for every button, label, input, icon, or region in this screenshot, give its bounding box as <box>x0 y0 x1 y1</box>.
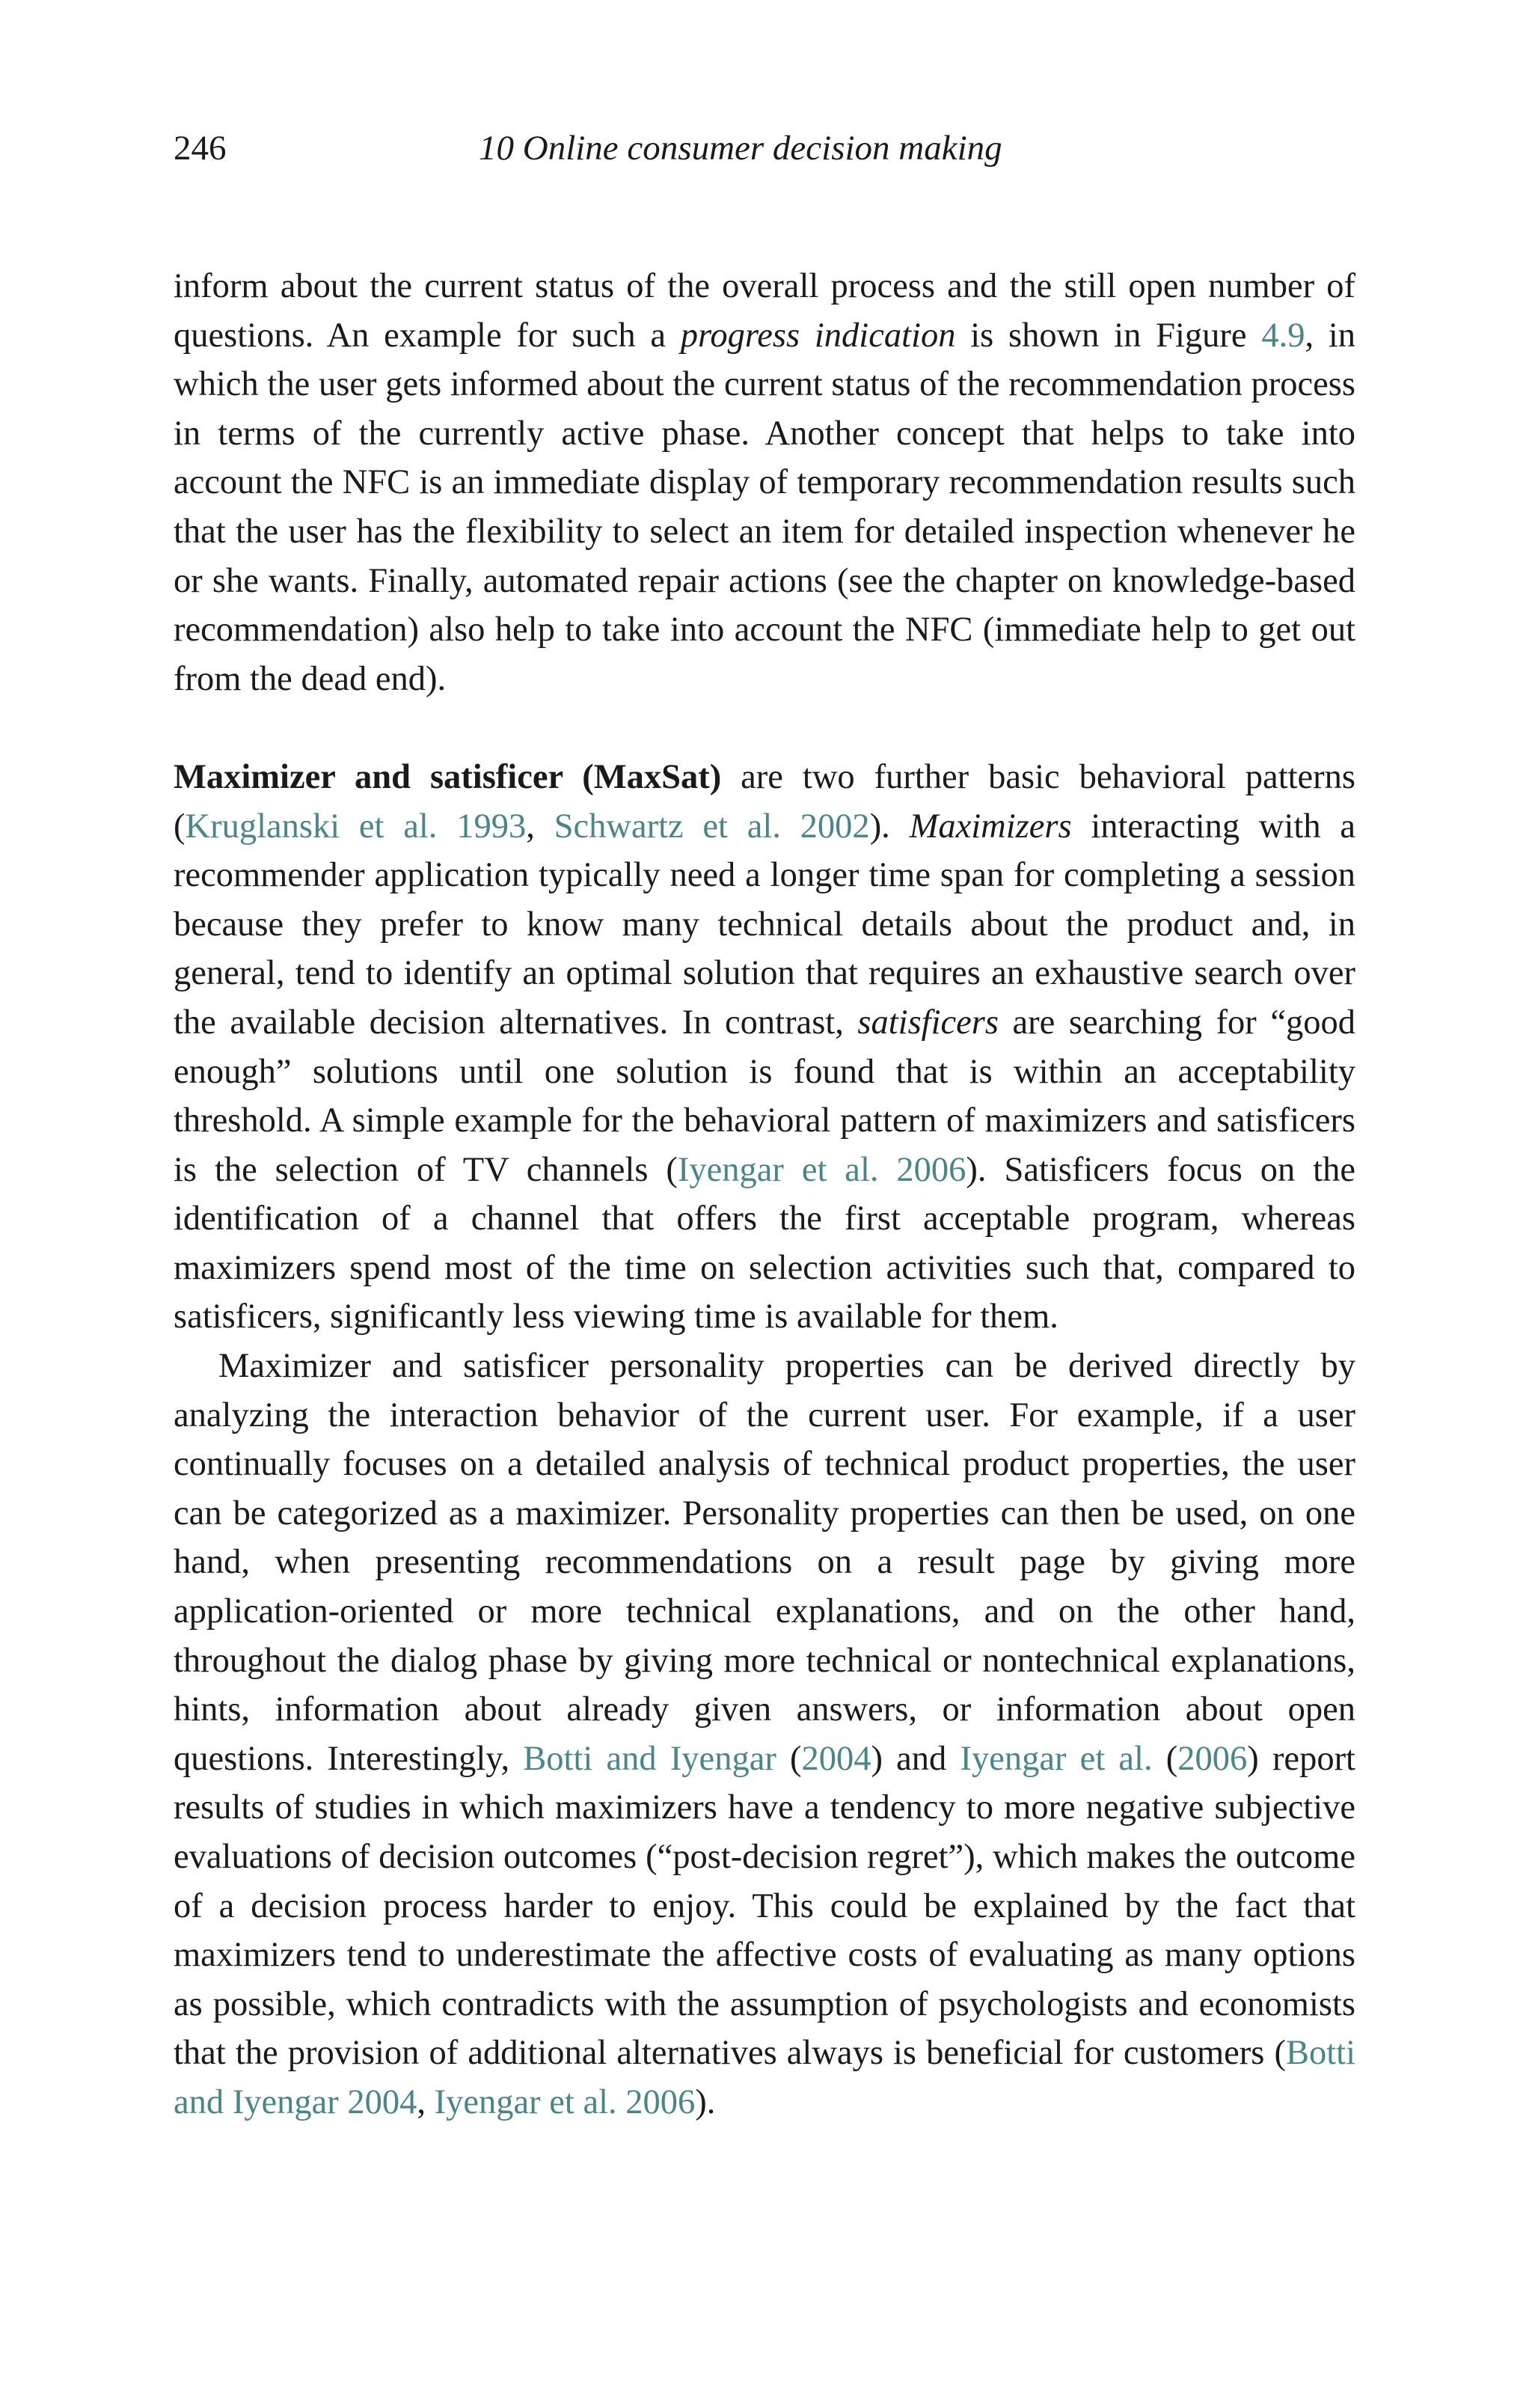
text-run: ) report results of studies in which maximizers have a tendency to more negative subjective evaluations of decision outcomes (“post-decision regret”), which makes the outcome of a decision process harder to enjoy. This could be explained by the fact that maximizers tend to underestimate the affective costs of evaluating as many options as possible, which contradicts with the assumption of psychologists and economists that the provision of additional alternatives always is beneficial for customers ( <box>174 1739 1355 2073</box>
page-number: 246 <box>174 129 227 168</box>
text-run: ). <box>869 807 910 846</box>
text-run: Maximizer and satisficer personality properties can be derived directly by analyzing the interaction behavior of the current user. For example, if a user continually focuses on a detailed analysis of technical product properties, the user can be categorized as a maximizer. Personality properties can then be used, on one hand, when presenting recommendations on a result page by giving more application-oriented or more technical explanations, and on the other hand, throughout the dialog phase by giving more technical or nontechnical explanations, hints, information about already given answers, or information about open questions. Interestingly, <box>174 1347 1355 1778</box>
body-text <box>174 262 1355 2127</box>
citation-link[interactable]: Kruglanski et al. 1993 <box>185 807 527 846</box>
citation-link[interactable]: 2006 <box>1177 1739 1248 1778</box>
citation-link[interactable]: Iyengar et al. <box>960 1739 1153 1778</box>
paragraph-nfc <box>174 262 1355 703</box>
citation-link[interactable]: Botti and Iyengar <box>523 1739 776 1778</box>
citation-link[interactable]: 2004 <box>801 1739 871 1778</box>
emphasis-term: Maximizers <box>909 807 1072 846</box>
text-run: ). <box>695 2082 716 2121</box>
page-header <box>174 126 1355 171</box>
figure-reference-link[interactable]: 4.9 <box>1261 316 1305 355</box>
text-run: ) and <box>871 1739 960 1778</box>
text-run: , <box>417 2082 435 2121</box>
emphasis-term: progress indication <box>680 316 956 355</box>
citation-link[interactable]: Iyengar et al. 2006 <box>677 1150 966 1189</box>
text-run: ). Satisficers focus on the identification of a channel that offers the first acceptable program, whereas maximizers spend most of the time on selection activities such that, compared to satisficers, significantly less viewing time is available for them. <box>174 1150 1355 1336</box>
text-run: interacting with a recommender application typically need a longer time span for completing a session because they prefer to know many technical details about the product and, in general, tend to identify an optimal solution that requires an exhaustive search over the available decision alternatives. In contrast, <box>174 807 1356 1042</box>
running-head: 10 Online consumer decision making <box>479 129 1002 168</box>
paragraph-personality <box>174 1342 1355 2127</box>
citation-link[interactable]: Schwartz et al. 2002 <box>554 807 870 846</box>
text-run: inform about the current status of the overall process and the still open number of questions. An example for such a <box>174 267 1355 355</box>
text-run: ( <box>1152 1739 1178 1778</box>
citation-link[interactable]: Botti and Iyengar 2004 <box>174 2034 1355 2121</box>
citation-link[interactable]: Iyengar et al. 2006 <box>434 2082 696 2121</box>
text-run: are searching for “good enough” solutions until one solution is found that is within an acceptability threshold. A simple example for the behavioral pattern of maximizers and satisficers is the selection of TV channels ( <box>174 1003 1355 1189</box>
text-run: , in which the user gets informed about the current status of the recommendation process in terms of the currently active phase. Another concept that helps to take into account the NFC is an immediate display of temporary recommendation results such that the user has the flexibility to select an item for detailed inspection whenever he or she wants. Finally, automated repair actions (see the chapter on knowledge-based recommendation) also help to take into account the NFC (immediate help to get out from the dead end). <box>174 316 1356 698</box>
text-run: are two further basic behavioral patterns ( <box>174 757 1356 846</box>
section-run-in-heading: Maximizer and satisficer (MaxSat) <box>174 757 722 796</box>
text-run: , <box>526 807 554 846</box>
paragraph-maxsat <box>174 753 1355 1342</box>
emphasis-term: satisficers <box>857 1003 999 1042</box>
text-run: is shown in Figure <box>955 316 1262 355</box>
text-run: ( <box>776 1739 802 1778</box>
